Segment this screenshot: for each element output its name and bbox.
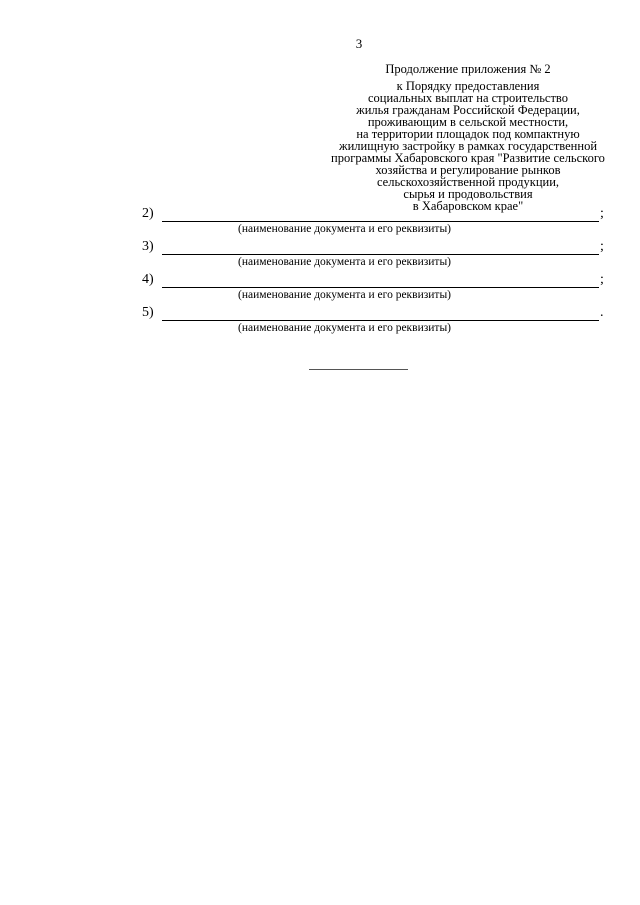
appendix-header-line: на территории площадок под компактную: [356, 127, 580, 141]
document-punctuation: ;: [600, 272, 604, 287]
appendix-header: [318, 62, 618, 212]
document-item: [142, 204, 612, 237]
appendix-header-line: к Порядку предоставления: [396, 79, 540, 93]
appendix-header-line: жилья гражданам Российской Федерации,: [356, 103, 580, 117]
appendix-header-line: в Хабаровском крае": [412, 199, 524, 213]
document-caption: (наименование документа и его реквизиты): [238, 322, 451, 334]
end-separator-line: [309, 369, 408, 370]
appendix-header-line: проживающим в сельской местности,: [367, 115, 569, 129]
document-name-blank: [162, 303, 599, 321]
document-item: [142, 270, 612, 303]
appendix-header-line: хозяйства и регулирование рынков: [375, 163, 561, 177]
page-number: 3: [355, 36, 363, 51]
appendix-title: Продолжение приложения № 2: [385, 62, 551, 76]
document-punctuation: .: [600, 305, 604, 320]
document-number: 2): [142, 206, 154, 221]
document-caption: (наименование документа и его реквизиты): [238, 223, 451, 235]
appendix-header-line: социальных выплат на строительство: [367, 91, 569, 105]
document-name-blank: [162, 270, 599, 288]
document-item: [142, 237, 612, 270]
appendix-header-line: жилищную застройку в рамках государственной: [338, 139, 598, 153]
document-punctuation: ;: [600, 206, 604, 221]
document-name-blank: [162, 204, 599, 222]
appendix-header-line: сельскохозяйственной продукции,: [376, 175, 560, 189]
appendix-header-line: сырья и продовольствия: [403, 187, 533, 201]
appendix-header-line: программы Хабаровского края "Развитие сельского: [331, 151, 605, 165]
document-punctuation: ;: [600, 239, 604, 254]
document-item: [142, 303, 612, 336]
document-caption: (наименование документа и его реквизиты): [238, 256, 451, 268]
document-list: [142, 204, 612, 336]
document-name-blank: [162, 237, 599, 255]
document-caption: (наименование документа и его реквизиты): [238, 289, 451, 301]
document-number: 3): [142, 239, 154, 254]
document-number: 5): [142, 305, 154, 320]
document-number: 4): [142, 272, 154, 287]
